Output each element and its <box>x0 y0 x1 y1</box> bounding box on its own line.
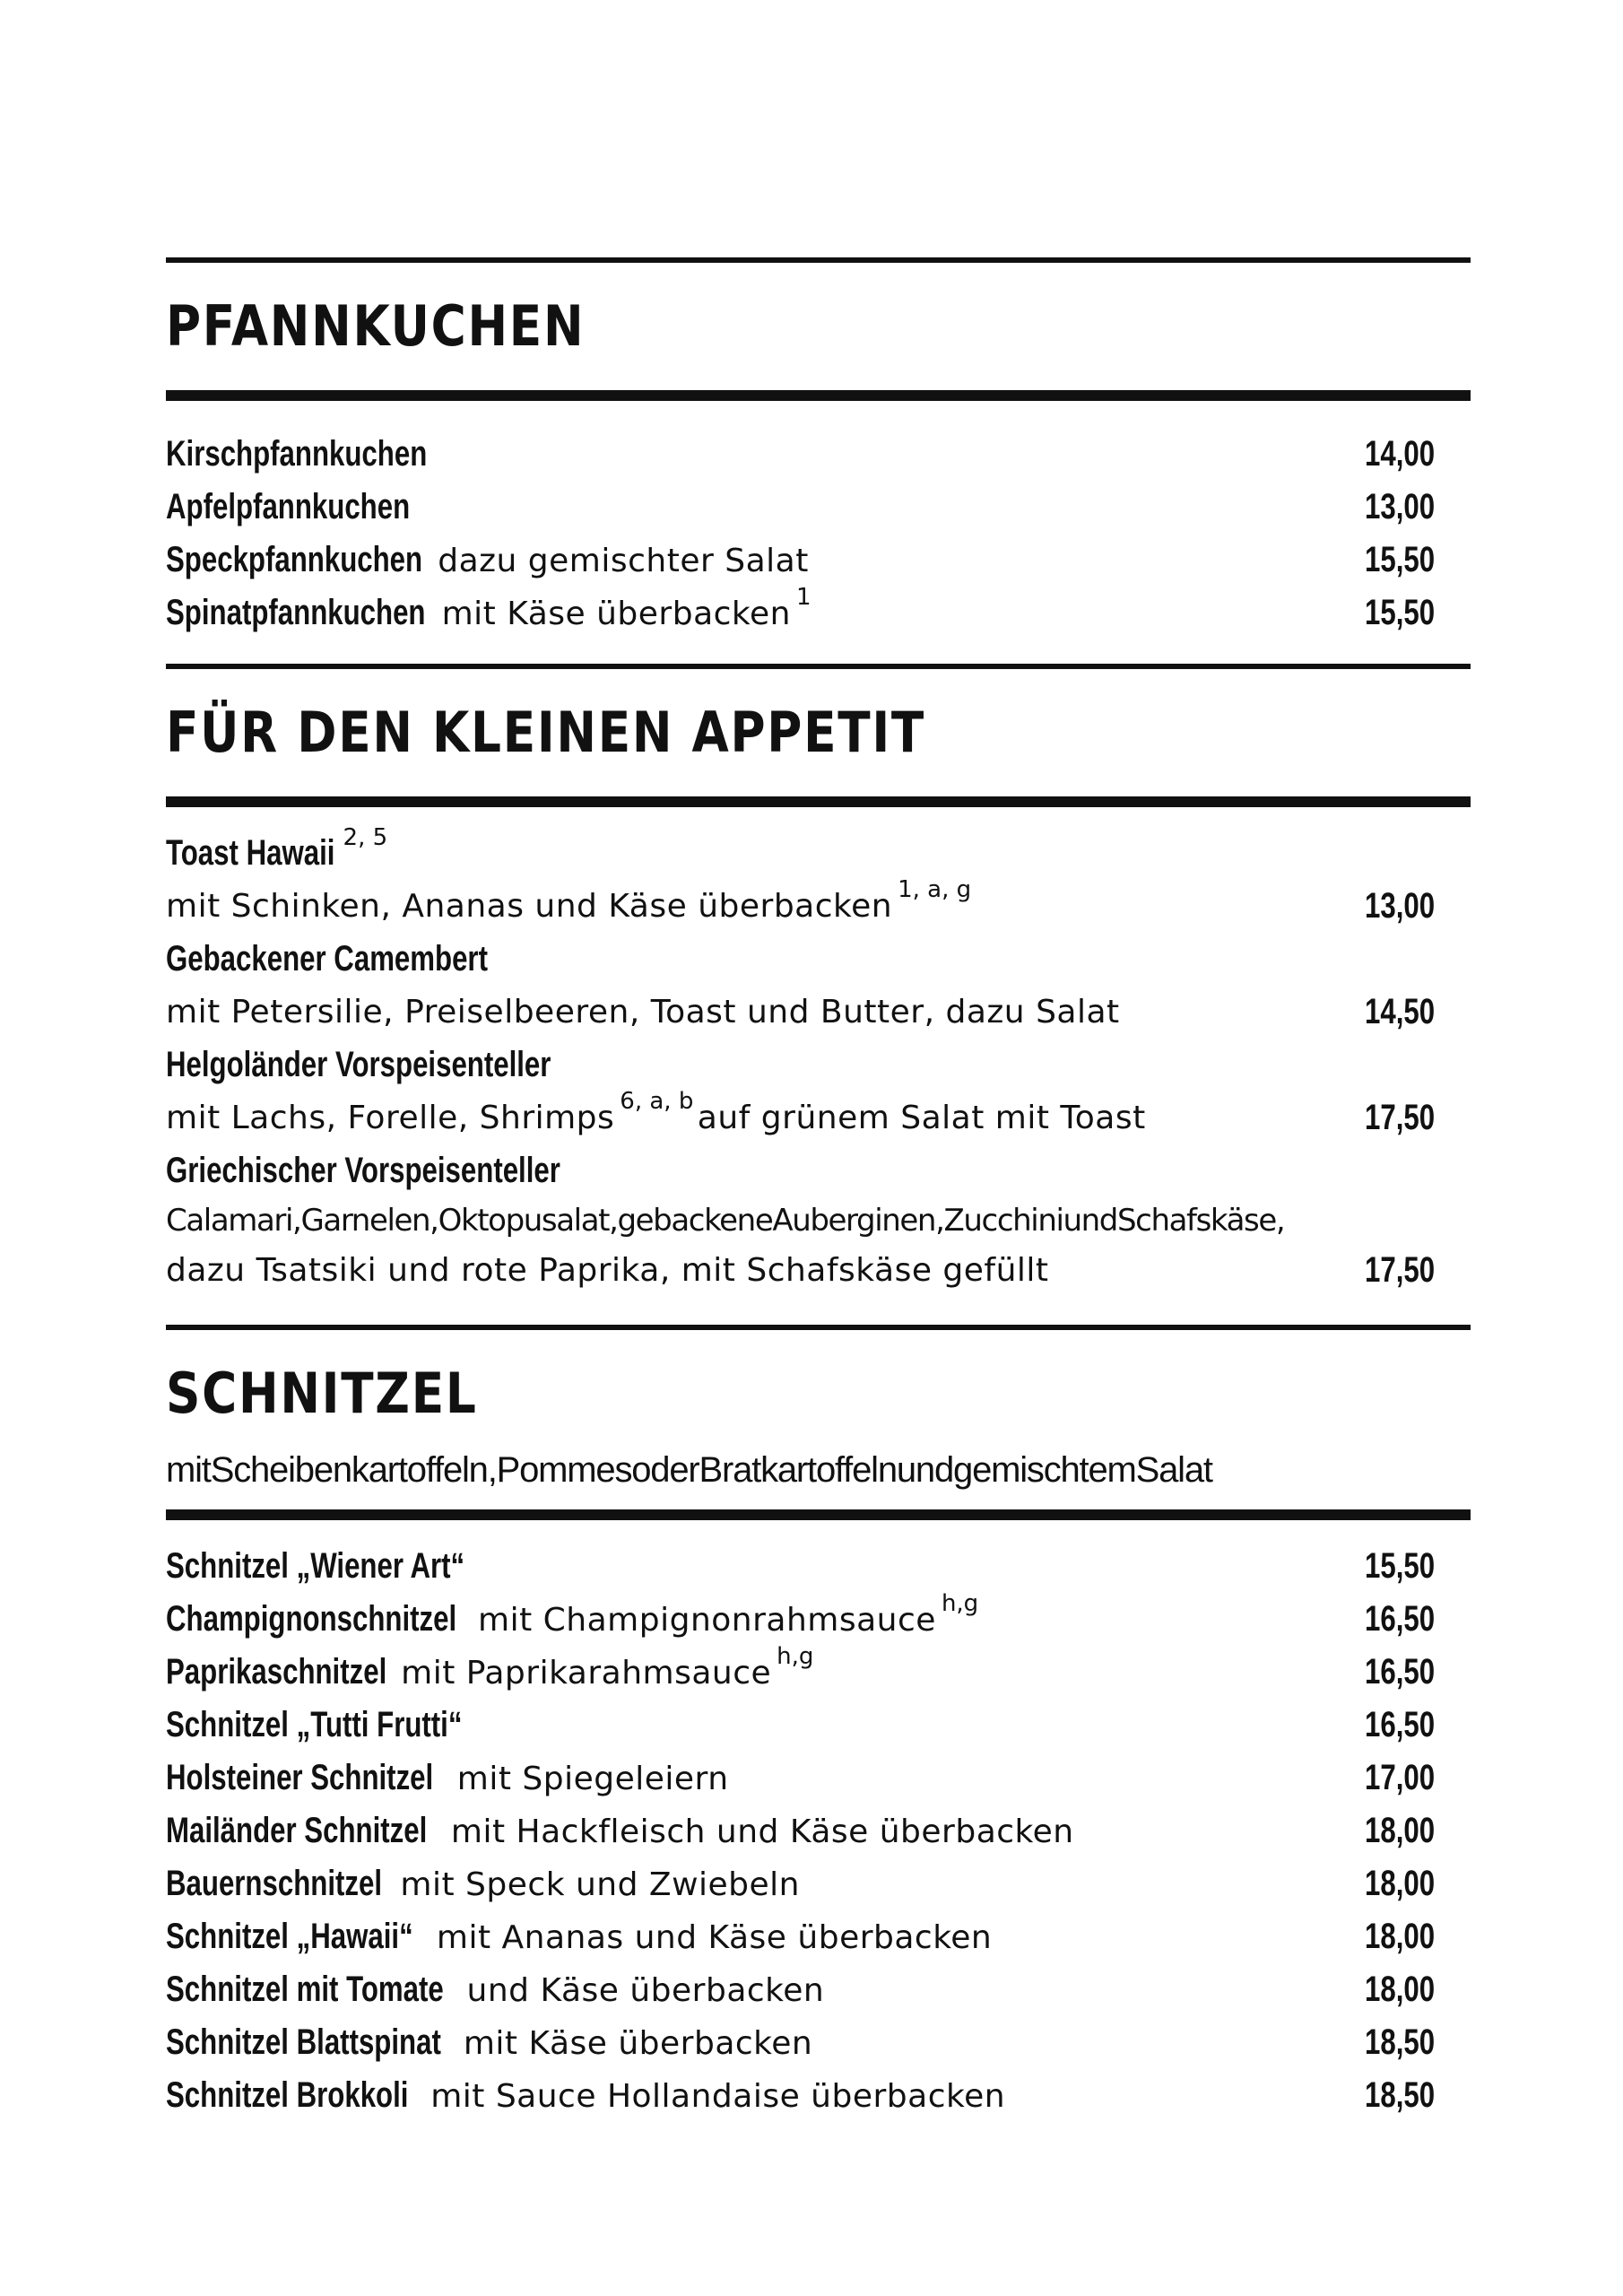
menu-item-detail <box>166 1088 1471 1144</box>
menu-item <box>166 1963 1471 2016</box>
dish-description: und Käse überbacken <box>466 1972 825 2009</box>
section-title: FÜR DEN KLEINEN APPETIT <box>166 700 925 765</box>
allergen-note: h,g <box>941 1590 979 1617</box>
dish-name: Schnitzel mit Tomate <box>166 1970 444 2009</box>
dish-name: Champignonschnitzel <box>166 1599 457 1639</box>
allergen-note: h,g <box>777 1643 814 1670</box>
dish-description: mit Champignonrahmsauce <box>478 1602 936 1639</box>
dish-name: Schnitzel Blattspinat <box>166 2022 441 2062</box>
dish-description: mit Hackfleisch und Käse überbacken <box>450 1813 1074 1850</box>
dish-price: 16,50 <box>1364 1652 1435 1692</box>
dish-description: mit Schinken, Ananas und Käse überbacken <box>166 888 893 925</box>
dish-price: 16,50 <box>1364 1599 1435 1639</box>
menu-item <box>166 1590 1471 1646</box>
allergen-note: 6, a, b <box>620 1088 694 1115</box>
menu-item-title <box>166 933 1471 986</box>
section-bottom-rule <box>166 1509 1471 1520</box>
dish-name: Toast Hawaii <box>166 833 335 873</box>
dish-price: 16,50 <box>1364 1705 1435 1744</box>
dish-description: mit Käse überbacken <box>463 2025 813 2062</box>
dish-name: Schnitzel „Hawaii“ <box>166 1917 413 1956</box>
dish-price: 18,00 <box>1364 1811 1435 1850</box>
dish-price: 13,00 <box>1364 487 1435 526</box>
section-pfannkuchen <box>166 257 1471 639</box>
section-bottom-rule <box>166 796 1471 807</box>
dish-price: 17,50 <box>1364 1250 1435 1290</box>
dish-price: 15,50 <box>1364 540 1435 579</box>
dish-price: 15,50 <box>1364 593 1435 632</box>
dish-name: Speckpfannkuchen <box>166 540 423 579</box>
allergen-note: 1, a, g <box>898 876 972 903</box>
section-title: SCHNITZEL <box>166 1361 478 1426</box>
menu-item <box>166 1857 1471 1910</box>
dish-description: mit Käse überbacken <box>441 596 791 632</box>
section-bottom-rule <box>166 390 1471 401</box>
section-schnitzel <box>166 1325 1471 2122</box>
dish-price: 14,00 <box>1364 434 1435 474</box>
dish-price: 18,00 <box>1364 1970 1435 2009</box>
menu-item <box>166 2016 1471 2069</box>
dish-description-continued: auf grünem Salat mit Toast <box>697 1100 1146 1136</box>
dish-name: Schnitzel „Tutti Frutti“ <box>166 1705 463 1744</box>
dish-price: 13,00 <box>1364 886 1435 926</box>
dish-description: dazu Tsatsiki und rote Paprika, mit Schafskäse gefüllt <box>166 1252 1049 1289</box>
dish-description: mit Petersilie, Preiselbeeren, Toast und Butter, dazu Salat <box>166 994 1120 1031</box>
dish-name: Holsteiner Schnitzel <box>166 1758 434 1797</box>
menu-item-title <box>166 1144 1471 1197</box>
dish-description: mit Ananas und Käse überbacken <box>436 1919 993 1956</box>
dish-price: 17,00 <box>1364 1758 1435 1797</box>
dish-name: Griechischer Vorspeisenteller <box>166 1151 560 1190</box>
dish-price: 17,50 <box>1364 1098 1435 1137</box>
dish-name: Paprikaschnitzel <box>166 1652 387 1692</box>
dish-name: Schnitzel Brokkoli <box>166 2075 409 2115</box>
menu-item <box>166 2069 1471 2122</box>
dish-description: mit Speck und Zwiebeln <box>400 1866 800 1903</box>
menu-item <box>166 534 1471 587</box>
section-subtitle: mitScheibenkartoffeln,PommesoderBratkartoffelnundgemischtemSalat <box>166 1450 1212 1490</box>
dish-price: 18,50 <box>1364 2075 1435 2115</box>
dish-description: mit Paprikarahmsauce <box>401 1655 772 1692</box>
dish-price: 18,00 <box>1364 1917 1435 1956</box>
section-title: PFANNKUCHEN <box>166 293 586 359</box>
menu-item-detail <box>166 1197 1471 1244</box>
dish-price: 14,50 <box>1364 992 1435 1031</box>
menu-item-detail <box>166 876 1471 933</box>
dish-description: Calamari,Garnelen,Oktopusalat,gebackeneAuberginen,ZucchiniundSchafskäse, <box>166 1203 1285 1239</box>
menu-item-title <box>166 824 1471 880</box>
menu-item-detail <box>166 1244 1471 1297</box>
dish-name: Bauernschnitzel <box>166 1864 382 1903</box>
dish-name: Schnitzel „Wiener Art“ <box>166 1546 465 1586</box>
section-kleiner-appetit <box>166 664 1471 1297</box>
dish-name: Spinatpfannkuchen <box>166 593 426 632</box>
dish-price: 18,50 <box>1364 2022 1435 2062</box>
dish-price: 18,00 <box>1364 1864 1435 1903</box>
dish-name: Apfelpfannkuchen <box>166 487 411 526</box>
dish-price: 15,50 <box>1364 1546 1435 1586</box>
menu-item <box>166 1699 1471 1752</box>
dish-description: mit Sauce Hollandaise überbacken <box>430 2078 1006 2115</box>
dish-description: mit Spiegeleiern <box>456 1761 729 1797</box>
menu-item-title <box>166 1039 1471 1091</box>
dish-description: dazu gemischter Salat <box>438 543 809 579</box>
menu-item <box>166 1540 1471 1593</box>
menu-item <box>166 1643 1471 1699</box>
allergen-note: 1 <box>795 584 812 611</box>
dish-name: Kirschpfannkuchen <box>166 434 428 474</box>
dish-name: Gebackener Camembert <box>166 939 488 978</box>
menu-item <box>166 428 1471 481</box>
dish-description: mit Lachs, Forelle, Shrimps <box>166 1100 615 1136</box>
menu-item <box>166 1805 1471 1857</box>
dish-name: Mailänder Schnitzel <box>166 1811 428 1850</box>
menu-item <box>166 1752 1471 1805</box>
menu-item-detail <box>166 986 1471 1039</box>
menu-item <box>166 584 1471 639</box>
menu-item <box>166 481 1471 534</box>
allergen-note: 2, 5 <box>343 824 388 851</box>
menu-item <box>166 1910 1471 1963</box>
dish-name: Helgoländer Vorspeisenteller <box>166 1045 551 1084</box>
